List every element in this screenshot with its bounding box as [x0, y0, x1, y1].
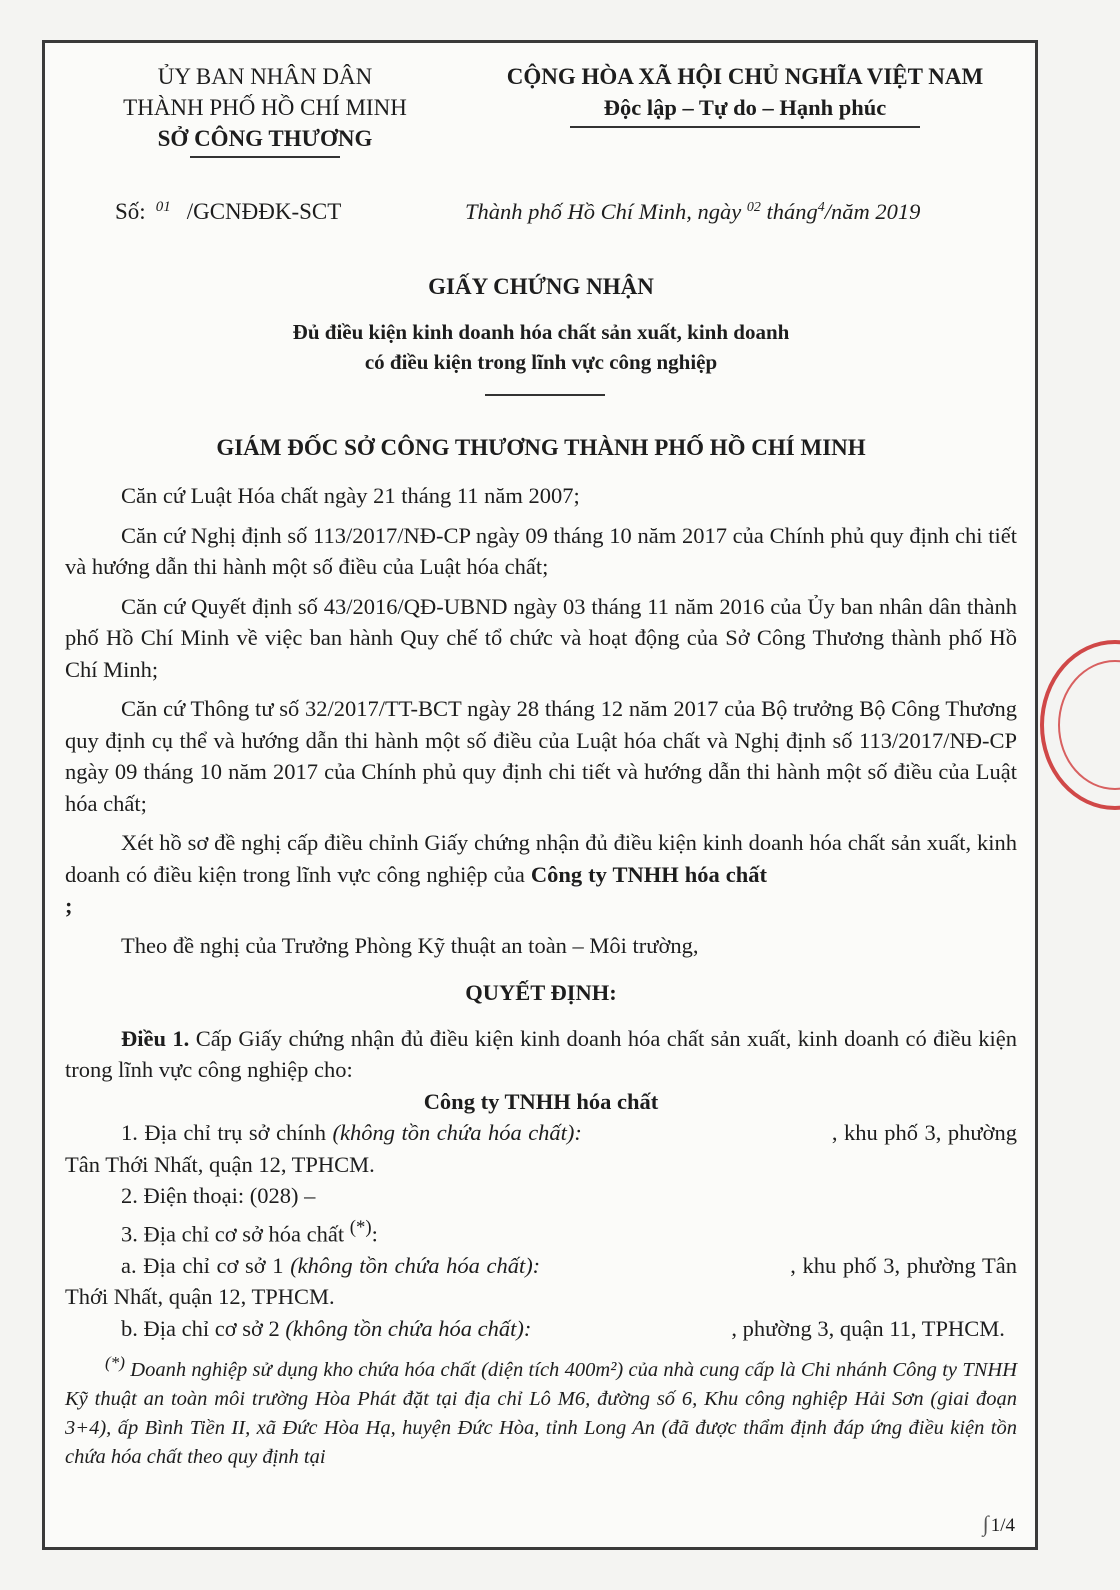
item-b-label: b. Địa chỉ cơ sở 2 — [121, 1315, 280, 1341]
footnote-mark: (*) — [105, 1353, 125, 1372]
item-1-address: , khu phố 3, phường Tân Thới Nhất, quận 12, TPHCM. — [65, 1120, 1017, 1177]
item-b-note: (không tồn chứa hóa chất): — [285, 1315, 532, 1341]
issuer-heading: GIÁM ĐỐC SỞ CÔNG THƯƠNG THÀNH PHỐ HỒ CHÍ MINH — [216, 435, 866, 460]
item-3-end: : — [371, 1221, 378, 1246]
item-a-label: a. Địa chỉ cơ sở 1 — [121, 1252, 284, 1278]
document-body — [65, 480, 1017, 1480]
item-a-address: , khu phố 3, phường Tân Thới Nhất, quận 12, TPHCM. — [65, 1252, 1018, 1309]
initial-mark: ∫ — [982, 1511, 989, 1536]
nation-name: CỘNG HÒA XÃ HỘI CHỦ NGHĨA VIỆT NAM — [506, 64, 984, 89]
doc-number-suffix: /GCNĐĐK-SCT — [186, 199, 342, 224]
date-month: 4 — [817, 200, 825, 215]
basis-paragraph-5 — [65, 827, 1017, 922]
document-page — [42, 40, 1038, 1550]
page-number — [983, 1511, 1015, 1537]
title-divider — [485, 394, 605, 396]
agency-line-1: ỦY BAN NHÂN DÂN — [157, 64, 373, 89]
article-1-label: Điều 1. — [121, 1025, 190, 1051]
company-name: Công ty TNHH hóa chất — [423, 1088, 659, 1114]
basis-paragraph-1: Căn cứ Luật Hóa chất ngày 21 tháng 11 năm 2007; — [121, 483, 580, 508]
item-1-note: (không tồn chứa hóa chất): — [332, 1120, 582, 1145]
item-b-address: , phường 3, quận 11, TPHCM. — [731, 1315, 1005, 1341]
page-number-text: 1/4 — [990, 1515, 1015, 1536]
basis-paragraph-3: Căn cứ Quyết định số 43/2016/QĐ-UBND ngày 03 tháng 11 năm 2016 của Ủy ban nhân dân thành phố Hồ Chí Minh về việc ban hành Quy chế tổ chức và hoạt động của Sở Công Thương thành phố Hồ Chí Minh; — [65, 593, 1017, 682]
agency-header — [65, 61, 465, 158]
footnote-text: Doanh nghiệp sử dụng kho chứa hóa chất (diện tích 400m²) của nhà cung cấp là Chi nhánh Công ty TNHH Kỹ thuật an toàn môi trường Hòa Phát đặt tại địa chỉ Lô M6, đường số 6, Khu công nghiệp Hải Sơn (giai đoạn 3+4), ấp Bình Tiền II, xã Đức Hòa Hạ, huyện Đức Hòa, tỉnh Long An (đã được thẩm định đáp ứng điều kiện tồn chứa hóa chất theo quy định tại — [65, 1358, 1017, 1468]
document-number — [115, 192, 341, 227]
item-a-facility-1 — [65, 1250, 1017, 1313]
article-1-text: Cấp Giấy chứng nhận đủ điều kiện kinh doanh hóa chất sản xuất, kinh doanh có điều kiện trong lĩnh vực công nghiệp cho: — [65, 1025, 1018, 1082]
item-1-head-office — [65, 1117, 1017, 1180]
item-2-phone: 2. Điện thoại: (028) – — [121, 1183, 316, 1208]
item-3-mark: (*) — [349, 1216, 372, 1238]
p5-text: Xét hồ sơ đề nghị cấp điều chỉnh Giấy chứng nhận đủ điều kiện kinh doanh hóa chất sản xuất, kinh doanh có điều kiện trong lĩnh vực công nghiệp của — [65, 830, 1017, 887]
basis-paragraph-6: Theo đề nghị của Trưởng Phòng Kỹ thuật an toàn – Môi trường, — [121, 932, 699, 958]
date-line — [465, 192, 920, 227]
agency-line-2: THÀNH PHỐ HỒ CHÍ MINH — [123, 95, 407, 120]
footnote — [65, 1348, 1017, 1472]
red-seal-stamp — [1040, 640, 1120, 810]
national-motto: Độc lập – Tự do – Hạnh phúc — [603, 95, 887, 120]
p5-company: Công ty TNHH hóa chất — [530, 861, 768, 887]
doc-number-prefix: Số: — [115, 199, 146, 224]
nation-header — [445, 61, 1045, 128]
date-part-1: Thành phố Hồ Chí Minh, ngày — [465, 199, 742, 224]
item-b-facility-2 — [65, 1313, 1017, 1345]
item-3-label: 3. Địa chỉ cơ sở hóa chất — [121, 1221, 345, 1246]
doc-number-handwritten: 01 — [155, 199, 171, 215]
agency-line-3: SỞ CÔNG THƯƠNG — [157, 126, 373, 151]
motto-underline — [570, 126, 920, 128]
p5-end: ; — [65, 893, 73, 918]
document-subtitle — [65, 317, 1017, 377]
item-a-note: (không tồn chứa hóa chất): — [290, 1252, 541, 1278]
date-part-2: tháng — [766, 199, 818, 224]
subtitle-line-1: Đủ điều kiện kinh doanh hóa chất sản xuất, kinh doanh — [292, 320, 790, 344]
date-part-3: /năm 2019 — [824, 199, 921, 224]
basis-paragraph-4: Căn cứ Thông tư số 32/2017/TT-BCT ngày 28 tháng 12 năm 2017 của Bộ trưởng Bộ Công Thương quy định cụ thể và hướng dẫn thi hành một số điều của Luật hóa chất và Nghị định số 113/2017/NĐ-CP ngày 09 tháng 10 năm 2017 của Chính phủ quy định chi tiết và hướng dẫn thi hành một số điều của Luật hóa chất; — [65, 696, 1017, 816]
basis-paragraph-2: Căn cứ Nghị định số 113/2017/NĐ-CP ngày 09 tháng 10 năm 2017 của Chính phủ quy định chi tiết và hướng dẫn thi hành một số điều của Luật hóa chất; — [65, 522, 1017, 579]
document-title: GIẤY CHỨNG NHẬN — [428, 274, 654, 299]
article-1 — [65, 1023, 1017, 1086]
item-3-facility — [65, 1212, 1017, 1250]
date-day: 02 — [746, 200, 761, 215]
item-1-label: 1. Địa chỉ trụ sở chính — [121, 1120, 326, 1145]
subtitle-line-2: có điều kiện trong lĩnh vực công nghiệp — [364, 350, 718, 374]
decision-heading: QUYẾT ĐỊNH: — [465, 980, 617, 1005]
agency-underline — [190, 156, 340, 158]
